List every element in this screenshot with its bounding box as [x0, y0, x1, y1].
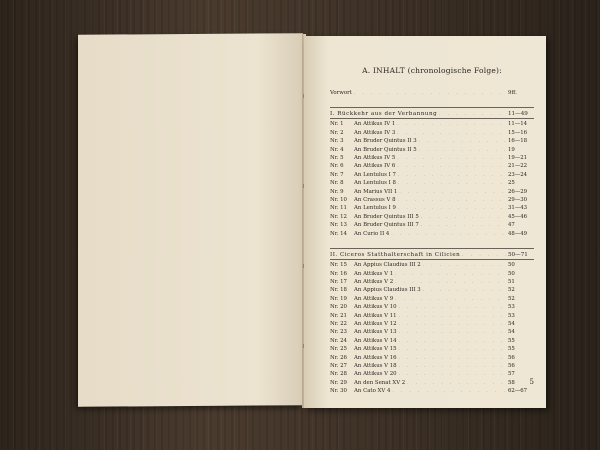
toc-entry-row [330, 270, 534, 278]
toc-entry-row [330, 345, 534, 353]
entry-title: An Attikus V 1 [354, 270, 394, 277]
toc-entry-row [330, 213, 534, 221]
entry-pages: 52 [508, 287, 515, 294]
entry-number: Nr. 11 [330, 205, 347, 212]
entry-title: An Attikus V 16 [354, 354, 397, 361]
entry-title: An Attikus V 20 [354, 371, 397, 378]
entry-pages: 58 [508, 379, 515, 386]
entry-number: Nr. 5 [330, 155, 344, 162]
entry-number: Nr. 23 [330, 329, 347, 336]
entry-title: An Attikus V 13 [354, 329, 397, 336]
entry-title: An Attikus V 14 [354, 337, 397, 344]
toc-entry-row [330, 261, 534, 269]
toc-entry-row [330, 129, 534, 137]
toc-entry-row [330, 120, 534, 128]
entry-number: Nr. 12 [330, 213, 347, 220]
entry-pages: 31—43 [508, 205, 528, 212]
entry-number: Nr. 30 [330, 388, 347, 395]
leader-dots [399, 328, 506, 335]
section-heading-row [330, 110, 534, 118]
toc-intro-row [330, 89, 534, 97]
toc-entry-row [330, 278, 534, 286]
entry-number: Nr. 19 [330, 295, 347, 302]
entry-title: An Lentulus I 8 [354, 180, 396, 187]
entry-title: An Cato XV 4 [354, 388, 391, 395]
entry-pages: 50 [508, 262, 515, 269]
toc-intro-pages: 9ff. [508, 90, 517, 96]
entry-title: An Attikus V 10 [354, 304, 397, 311]
entry-title: An Crassus V 8 [354, 197, 396, 204]
leader-dots [392, 387, 506, 394]
leader-dots [419, 146, 506, 153]
section-heading-row [330, 251, 534, 259]
leader-dots [395, 295, 506, 302]
leader-dots [398, 179, 506, 186]
entry-title: An Marius VII 1 [354, 188, 398, 195]
leader-dots [423, 261, 506, 268]
toc-entry-row [330, 295, 534, 303]
toc-entry-row [330, 312, 534, 320]
toc-entry-row [330, 146, 534, 154]
section-rule [330, 107, 534, 108]
entry-title: An Curio II 4 [354, 230, 390, 237]
leader-dots [399, 303, 506, 310]
page-number: 5 [529, 378, 534, 386]
entry-number: Nr. 29 [330, 379, 347, 386]
entry-number: Nr. 7 [330, 171, 344, 178]
toc-intro-label: Vorwort [330, 90, 352, 96]
toc-entry-row [330, 162, 534, 170]
entry-pages: 56 [508, 354, 515, 361]
leader-dots [462, 251, 506, 259]
leader-dots [399, 320, 506, 327]
entry-number: Nr. 13 [330, 222, 347, 229]
toc-entry-row [330, 196, 534, 204]
toc-entry-row [330, 379, 534, 387]
toc-entry-row [330, 179, 534, 187]
entry-title: An Bruder Quintus II 3 [354, 138, 417, 145]
leader-dots [399, 188, 506, 195]
left-page-blank [78, 33, 303, 407]
entry-pages: 54 [508, 320, 515, 327]
entry-number: Nr. 21 [330, 312, 347, 319]
entry-pages: 47 [508, 222, 515, 229]
entry-number: Nr. 27 [330, 362, 347, 369]
section-pages: 11—49 [508, 111, 528, 118]
entry-pages: 45—46 [508, 213, 528, 220]
section-entries [330, 120, 534, 238]
entry-number: Nr. 26 [330, 354, 347, 361]
entry-pages: 51 [508, 278, 515, 285]
entry-pages: 26—29 [508, 188, 528, 195]
toc-entry-row [330, 204, 534, 212]
section-pages: 50—71 [508, 252, 528, 259]
toc-title: A. INHALT (chronologische Folge): [362, 66, 502, 75]
entry-number: Nr. 9 [330, 188, 344, 195]
entry-pages: 25 [508, 180, 515, 187]
entry-title: An Appius Claudius III 3 [354, 287, 421, 294]
entry-title: An Attikus IV 1 [354, 121, 396, 128]
entry-number: Nr. 14 [330, 230, 347, 237]
entry-title: An Bruder Quintus III 5 [354, 213, 419, 220]
entry-number: Nr. 28 [330, 371, 347, 378]
entry-title: An Bruder Quintus III 7 [354, 222, 419, 229]
section-entries [330, 261, 534, 396]
leader-dots [397, 129, 506, 136]
entry-number: Nr. 16 [330, 270, 347, 277]
entry-pages: 19—21 [508, 155, 528, 162]
leader-dots [398, 171, 506, 178]
entry-pages: 57 [508, 371, 515, 378]
leader-dots [397, 120, 506, 127]
toc-entry-row [330, 171, 534, 179]
toc-entry-row [330, 328, 534, 336]
toc-entry-row [330, 188, 534, 196]
leader-dots [399, 337, 506, 344]
toc-entry-row [330, 303, 534, 311]
entry-title: An Attikus V 18 [354, 362, 397, 369]
entry-number: Nr. 24 [330, 337, 347, 344]
leader-dots [395, 270, 506, 277]
entry-pages: 11—14 [508, 121, 528, 128]
leader-dots [354, 89, 506, 96]
entry-number: Nr. 20 [330, 304, 347, 311]
entry-title: An Attikus IV 6 [354, 163, 396, 170]
entry-number: Nr. 2 [330, 129, 344, 136]
entry-pages: 53 [508, 304, 515, 311]
entry-pages: 50 [508, 270, 515, 277]
entry-number: Nr. 25 [330, 346, 347, 353]
open-book [70, 30, 550, 414]
entry-title: An den Senat XV 2 [354, 379, 406, 386]
entry-title: An Attikus V 2 [354, 278, 394, 285]
entry-title: An Attikus V 12 [354, 320, 397, 327]
entry-title: An Attikus V 15 [354, 346, 397, 353]
leader-dots [399, 354, 506, 361]
entry-number: Nr. 18 [330, 287, 347, 294]
leader-dots [398, 204, 506, 211]
toc-entry-row [330, 337, 534, 345]
entry-title: An Attikus V 9 [354, 295, 394, 302]
toc-entry-row [330, 221, 534, 229]
entry-number: Nr. 22 [330, 320, 347, 327]
leader-dots [421, 213, 506, 220]
entry-pages: 29—30 [508, 197, 528, 204]
leader-dots [407, 379, 506, 386]
entry-pages: 55 [508, 337, 515, 344]
toc-entry-row [330, 137, 534, 145]
section-rule [330, 259, 534, 260]
leader-dots [419, 137, 506, 144]
entry-number: Nr. 8 [330, 180, 344, 187]
section-heading: I. Rückkehr aus der Verbannung [330, 111, 438, 118]
leader-dots [399, 362, 506, 369]
entry-title: An Lentulus I 9 [354, 205, 396, 212]
entry-number: Nr. 10 [330, 197, 347, 204]
toc-entry-row [330, 362, 534, 370]
leader-dots [395, 278, 506, 285]
entry-pages: 15—16 [508, 129, 528, 136]
entry-pages: 21—22 [508, 163, 528, 170]
leader-dots [399, 345, 506, 352]
leader-dots [399, 370, 506, 377]
entry-pages: 19 [508, 146, 515, 153]
entry-pages: 48—49 [508, 230, 528, 237]
entry-pages: 55 [508, 346, 515, 353]
entry-title: An Attikus IV 3 [354, 129, 396, 136]
leader-dots [399, 312, 506, 319]
entry-pages: 23—24 [508, 171, 528, 178]
entry-title: An Bruder Quintus II 5 [354, 146, 417, 153]
leader-dots [421, 221, 506, 228]
leader-dots [439, 110, 506, 118]
toc-entry-row [330, 387, 534, 395]
leader-dots [397, 162, 506, 169]
entry-pages: 54 [508, 329, 515, 336]
entry-number: Nr. 17 [330, 278, 347, 285]
entry-pages: 16—18 [508, 138, 528, 145]
entry-title: An Attikus IV 5 [354, 155, 396, 162]
leader-dots [423, 286, 506, 293]
section-rule [330, 118, 534, 119]
entry-number: Nr. 6 [330, 163, 344, 170]
section-rule [330, 248, 534, 249]
toc-entry-row [330, 320, 534, 328]
leader-dots [398, 196, 506, 203]
section-heading: II. Ciceros Statthalterschaft in Cilicien [330, 252, 461, 259]
toc-entry-row [330, 230, 534, 238]
toc-entry-row [330, 370, 534, 378]
entry-title: An Attikus V 11 [354, 312, 397, 319]
entry-number: Nr. 1 [330, 121, 344, 128]
toc-entry-row [330, 154, 534, 162]
entry-number: Nr. 3 [330, 138, 344, 145]
table-of-contents [330, 66, 534, 396]
toc-entry-row [330, 286, 534, 294]
leader-dots [397, 154, 506, 161]
leader-dots [391, 230, 506, 237]
entry-title: An Lentulus I 7 [354, 171, 396, 178]
right-page-contents [304, 36, 546, 408]
entry-number: Nr. 15 [330, 262, 347, 269]
entry-title: An Appius Claudius III 2 [354, 262, 421, 269]
entry-pages: 53 [508, 312, 515, 319]
entry-pages: 56 [508, 362, 515, 369]
toc-entry-row [330, 354, 534, 362]
entry-pages: 62—67 [508, 388, 528, 395]
entry-number: Nr. 4 [330, 146, 344, 153]
entry-pages: 52 [508, 295, 515, 302]
